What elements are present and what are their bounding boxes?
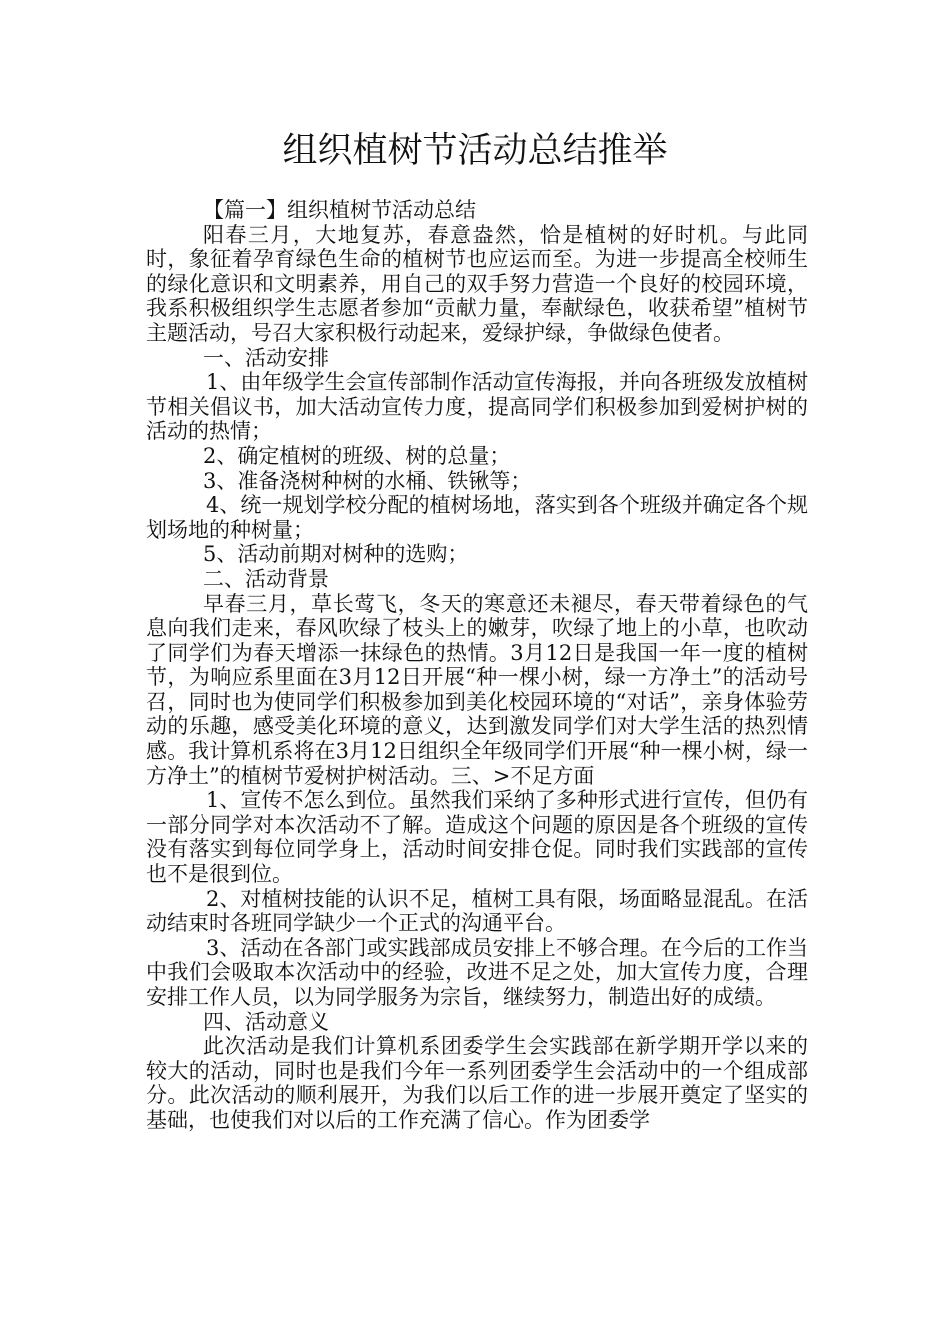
intro-paragraph: 阳春三月，大地复苏，春意盎然，恰是植树的好时机。与此同时，象征着孕育绿色生命的植树节也应运而至。为进一步提高全校师生的绿化意识和文明素养，用自己的双手努力营造一个良好的校园环境，我系积极组织学生志愿者参加“贡献力量，奉献绿色，收获希望”植树节主题活动，号召大家积极行动起来，爱绿护绿，争做绿色使者。: [146, 222, 808, 345]
heading-activity-background: 二、活动背景: [203, 566, 329, 591]
shortcoming-item-1: 1、宣传不怎么到位。虽然我们采纳了多种形式进行宣传，但仍有一部分同学对本次活动不了解。造成这个问题的原因是各个班级的宣传没有落实到每位同学身上，活动时间安排仓促。同时我们实践部的宣传也不是很到位。: [146, 788, 808, 887]
arrangement-item-5: 5、活动前期对树种的选购；: [203, 542, 469, 567]
shortcoming-item-2: 2、对植树技能的认识不足，植树工具有限，场面略显混乱。在活动结束时各班同学缺少一个正式的沟通平台。: [146, 886, 808, 936]
background-paragraph: 早春三月，草长莺飞，冬天的寒意还未褪尽，春天带着绿色的气息向我们走来，春风吹绿了枝头上的嫩芽，吹绿了地上的小草，也吹动了同学们为春天增添一抹绿色的热情。3月12日是我国一年一度的植树节，为响应系里面在3月12日开展“种一棵小树，绿一方净土”的活动号召，同时也为使同学们积极参加到美化校园环境的“对话”，亲身体验劳动的乐趣，感受美化环境的意义，达到激发同学们对大学生活的热烈情感。我计算机系将在3月12日组织全年级同学们开展“种一棵小树，绿一方净土”的植树节爱树护树活动。三、>不足方面: [146, 591, 808, 788]
arrangement-item-1: 1、由年级学生会宣传部制作活动宣传海报，并向各班级发放植树节相关倡议书，加大活动宣传力度，提高同学们积极参加到爱树护树的活动的热情；: [146, 370, 808, 444]
arrangement-item-4: 4、统一规划学校分配的植树场地，落实到各个班级并确定各个规划场地的种树量；: [146, 493, 808, 542]
document-title: 组织植树节活动总结推举: [282, 131, 668, 171]
arrangement-item-3: 3、准备浇树种树的水桶、铁锹等；: [203, 468, 532, 493]
document-body: [146, 198, 808, 1133]
heading-activity-arrangement: 一、活动安排: [203, 345, 329, 370]
significance-paragraph: 此次活动是我们计算机系团委学生会实践部在新学期开学以来的较大的活动，同时也是我们今年一系列团委学生会活动中的一个组成部分。此次活动的顺利展开，为我们以后工作的进一步展开奠定了坚实的基础，也使我们对以后的工作充满了信心。作为团委学: [146, 1034, 808, 1132]
section-heading-part-one: 【篇一】组织植树节活动总结: [203, 198, 476, 222]
heading-activity-significance: 四、活动意义: [203, 1009, 329, 1034]
shortcoming-item-3: 3、活动在各部门或实践部成员安排上不够合理。在今后的工作当中我们会吸取本次活动中的经验，改进不足之处，加大宣传力度，合理安排工作人员，以为同学服务为宗旨，继续努力，制造出好的成绩。: [146, 935, 808, 1009]
arrangement-item-2: 2、确定植树的班级、树的总量；: [203, 443, 511, 468]
